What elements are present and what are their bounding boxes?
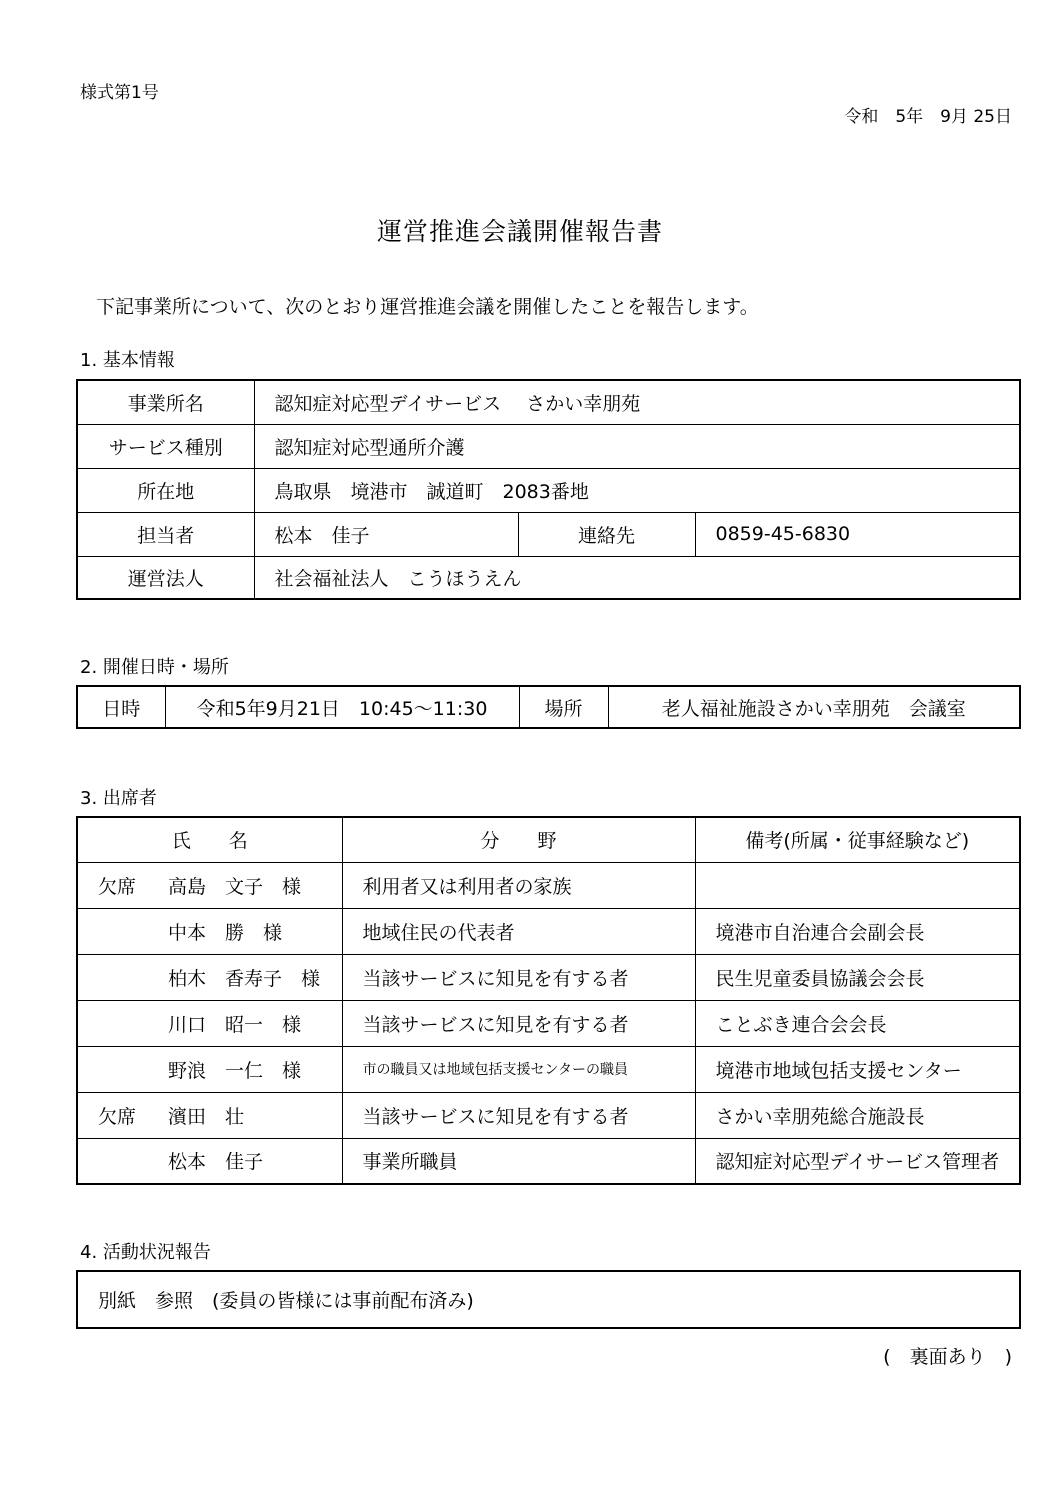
attendee-name: 松本 佳子: [168, 1151, 264, 1174]
attendee-name: 川口 昭一 様: [168, 1013, 302, 1036]
report-date: 令和 5年 9月 25日: [844, 107, 1012, 127]
place-value: 老人福祉施設さかい幸朋苑 会議室: [608, 686, 1020, 728]
section1-heading: 1. 基本情報: [80, 350, 175, 371]
header-field: 分 野: [342, 817, 695, 862]
attendee-note: 境港市自治連合会副会長: [695, 908, 1020, 954]
table-row: [77, 908, 1020, 954]
activity-report-text: 別紙 参照 (委員の皆様には事前配布済み): [77, 1271, 1020, 1328]
attendee-note: [695, 862, 1020, 908]
attendee-field: 事業所職員: [342, 1138, 695, 1184]
attendee-field: 当該サービスに知見を有する者: [342, 1000, 695, 1046]
corporation-value: 社会福祉法人 こうほうえん: [254, 556, 1020, 599]
attendee-field: 当該サービスに知見を有する者: [342, 1092, 695, 1138]
attendee-name: 高島 文子 様: [168, 875, 302, 898]
document-title: 運営推進会議開催報告書: [376, 217, 663, 246]
attendee-name: 中本 勝 様: [168, 921, 283, 944]
place-label: 場所: [519, 686, 608, 728]
header-note: 備考(所属・従事経験など): [695, 817, 1020, 862]
attendee-field: 利用者又は利用者の家族: [342, 862, 695, 908]
section3-heading: 3. 出席者: [80, 788, 157, 809]
datetime-label: 日時: [77, 686, 165, 728]
table-row: [77, 1271, 1020, 1328]
office-name-label: 事業所名: [77, 380, 254, 424]
form-number: 様式第1号: [80, 83, 159, 103]
contact-label: 連絡先: [518, 512, 695, 556]
table-row: [77, 512, 1020, 556]
datetime-value: 令和5年9月21日 10:45～11:30: [165, 686, 519, 728]
absent-mark: 欠席: [98, 875, 137, 898]
table-row: [77, 380, 1020, 424]
datetime-place-table: [76, 685, 1021, 729]
address-label: 所在地: [77, 468, 254, 512]
person-value: 松本 佳子: [254, 512, 518, 556]
table-row: [77, 954, 1020, 1000]
attendee-note: 境港市地域包括支援センター: [695, 1046, 1020, 1092]
attendee-note: 認知症対応型デイサービス管理者: [695, 1138, 1020, 1184]
attendee-note: さかい幸朋苑総合施設長: [695, 1092, 1020, 1138]
table-row: [77, 1046, 1020, 1092]
address-value: 鳥取県 境港市 誠道町 2083番地: [254, 468, 1020, 512]
activity-report-box: [76, 1270, 1021, 1329]
attendee-field: 市の職員又は地域包括支援センターの職員: [342, 1046, 695, 1092]
table-row: [77, 556, 1020, 599]
section4-heading: 4. 活動状況報告: [80, 1242, 211, 1263]
table-row: [77, 686, 1020, 728]
person-label: 担当者: [77, 512, 254, 556]
attendee-note: 民生児童委員協議会会長: [695, 954, 1020, 1000]
attendee-field: 当該サービスに知見を有する者: [342, 954, 695, 1000]
attendee-note: ことぶき連合会会長: [695, 1000, 1020, 1046]
attendees-table: [76, 816, 1021, 1185]
attendee-name: 濱田 壮: [168, 1105, 245, 1128]
table-header-row: [77, 817, 1020, 862]
attendee-field: 地域住民の代表者: [342, 908, 695, 954]
contact-value: 0859-45-6830: [695, 512, 1020, 556]
reverse-side-note: ( 裏面あり ): [883, 1346, 1012, 1368]
table-row: [77, 1092, 1020, 1138]
service-type-value: 認知症対応型通所介護: [254, 424, 1020, 468]
table-row: [77, 1000, 1020, 1046]
table-row: [77, 1138, 1020, 1184]
attendee-name: 柏木 香寿子 様: [168, 967, 321, 990]
table-row: [77, 424, 1020, 468]
table-row: [77, 862, 1020, 908]
table-row: [77, 468, 1020, 512]
header-name: 氏 名: [77, 817, 342, 862]
office-name-value: 認知症対応型デイサービス さかい幸朋苑: [254, 380, 1020, 424]
service-type-label: サービス種別: [77, 424, 254, 468]
intro-text: 下記事業所について、次のとおり運営推進会議を開催したことを報告します。: [96, 296, 759, 318]
absent-mark: 欠席: [98, 1105, 137, 1128]
basic-info-table: [76, 379, 1021, 600]
section2-heading: 2. 開催日時・場所: [80, 657, 229, 678]
attendee-name: 野浪 一仁 様: [168, 1059, 302, 1082]
corporation-label: 運営法人: [77, 556, 254, 599]
